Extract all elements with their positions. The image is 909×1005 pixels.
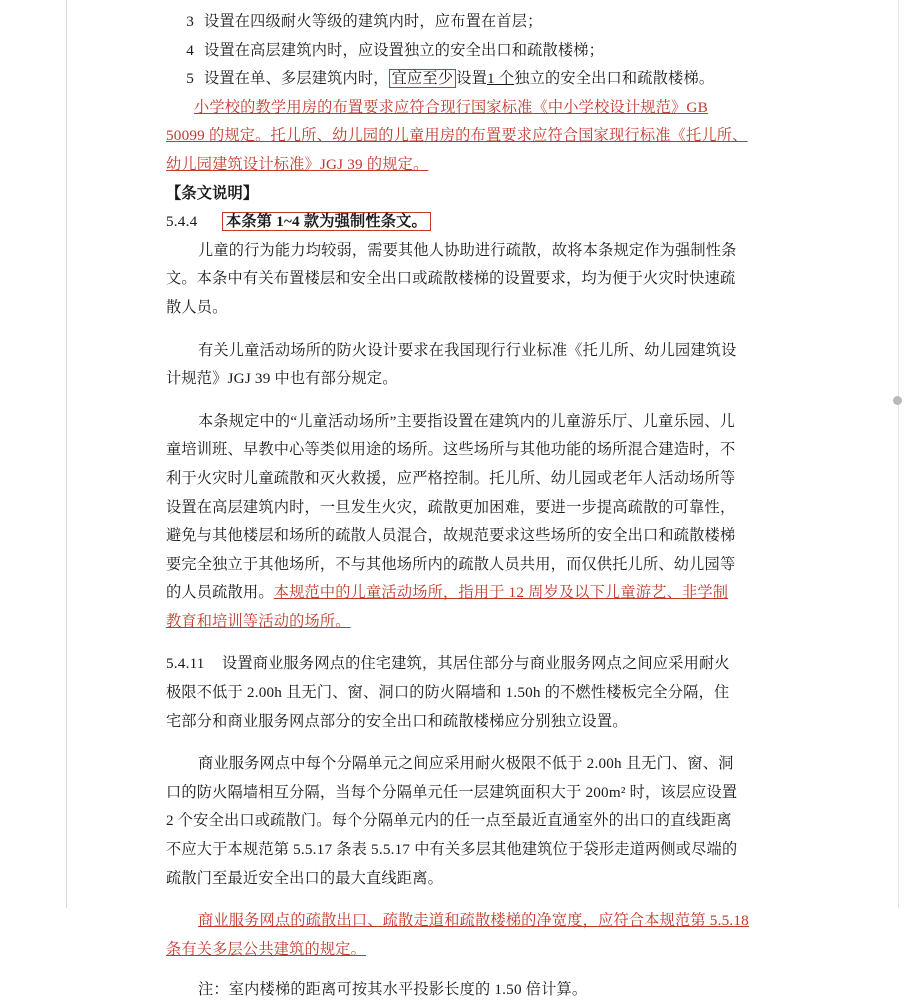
paragraph-line: 避免与其他楼层和场所的疏散人员混合，故规范要求这些场所的安全出口和疏散楼梯 [166,527,736,545]
list-item-text: 设置在四级耐火等级的建筑内时，应布置在首层； [204,13,543,30]
clause-text: 设置商业服务网点的住宅建筑，其居住部分与商业服务网点之间应采用耐火 [222,655,730,673]
paragraph-line: 口的防火隔墙相互分隔，当每个分隔单元任一层建筑面积大于 200m² 时，该层应设置 [166,783,738,801]
inserted-text-line: 条有关多层公共建筑的规定。 [166,940,367,958]
note-line [198,976,740,1005]
list-item-text: 设置在高层建筑内时，应设置独立的安全出口和疏散楼梯； [204,41,605,59]
inserted-text-line: 幼儿园建筑设计标准》JGJ 39 的规定。 [166,155,429,173]
paragraph-text: 的人员疏散用。 [166,584,274,602]
list-item [168,8,740,37]
paragraph-line: 计规范》JGJ 39 中也有部分规定。 [166,370,398,388]
paragraph-line: 要完全独立于其他场所，不与其他场所内的疏散人员共用，而仅供托儿所、幼儿园等 [166,555,736,573]
list-item-number: 3 [186,13,194,30]
edit-box-annotation: 本条第 1~4 款为强制性条文。 [222,212,431,231]
paragraph-line: 设置在高层建筑内时，一旦发生火灾，疏散更加困难，要进一步提高疏散的可靠性， [166,498,736,516]
section-heading: 【条文说明】 [166,184,259,202]
paragraph-line: 有关儿童活动场所的防火设计要求在我国现行行业标准《托儿所、幼儿园建筑设 [198,341,737,359]
paragraph-line: 儿童的行为能力均较弱，需要其他人协助进行疏散，故将本条规定作为强制性条 [198,241,737,259]
list-item-number: 4 [186,41,194,59]
list-item-text-part3: 独立的安全出口和疏散楼梯。 [514,70,715,88]
scroll-indicator-dot[interactable] [893,396,902,405]
list-item-number: 5 [186,70,194,88]
inserted-text: 本规范中的儿童活动场所，指用于 12 周岁及以下儿童游艺、非学制 [273,584,729,602]
paragraph-line-with-insert [166,579,740,608]
paragraph-line: 文。本条中有关布置楼层和安全出口或疏散楼梯的设置要求，均为便于火灾时快速疏 [166,270,736,288]
paragraph-line: 商业服务网点中每个分隔单元之间应采用耐火极限不低于 2.00h 且无门、窗、洞 [198,755,734,773]
paragraph-line: 散人员。 [166,298,228,316]
inserted-text-line: 50099 的规定。托儿所、幼儿园的儿童用房的布置要求应符合国家现行标准《托儿所、 [166,127,748,145]
clause-line [166,650,740,679]
paragraph-line: 本条规定中的“儿童活动场所”主要指设置在建筑内的儿童游乐厅、儿童乐园、儿 [198,412,736,430]
inserted-text-line: 商业服务网点的疏散出口、疏散走道和疏散楼梯的净宽度，应符合本规范第 5.5.18 [198,912,749,930]
clause-line: 宅部分和商业服务网点部分的安全出口和疏散楼梯应分别独立设置。 [166,712,628,730]
list-item-text-part2: 设置 [456,70,487,88]
edit-box-annotation: 宜应至少 [389,69,457,88]
paragraph-line: 童培训班、早教中心等类似用途的场所。这些场所与其他功能的场所混合建造时，不 [166,441,736,459]
underlined-quantity: 1 个 [487,70,515,88]
page-right-margin-rule [898,0,899,908]
inserted-text-line: 小学校的教学用房的布置要求应符合现行国家标准《中小学校设计规范》GB [194,98,708,116]
paragraph-line: 疏散门至最近安全出口的最大直线距离。 [166,869,443,887]
list-item-text-part1: 设置在单、多层建筑内时， [204,70,389,88]
clause-line [166,208,740,237]
note-label: 注： [198,981,229,999]
note-text: 室内楼梯的距离可按其水平投影长度的 1.50 倍计算。 [228,981,588,999]
page-left-margin-rule [66,0,67,908]
clause-line: 极限不低于 2.00h 且无门、窗、洞口的防火隔墙和 1.50h 的不燃性楼板完全分隔，住 [166,684,730,702]
list-item-edited [168,65,740,94]
clause-number: 5.4.4 [166,213,198,231]
inserted-text-line: 教育和培训等活动的场所。 [166,612,351,630]
paragraph-line: 利于火灾时儿童疏散和灭火救援，应严格控制。托儿所、幼儿园或老年人活动场所等 [166,469,736,487]
document-body [166,0,749,1005]
paragraph-line: 不应大于本规范第 5.5.17 条表 5.5.17 中有关多层其他建筑位于袋形走道两侧或尽端的 [166,841,738,859]
paragraph-line: 2 个安全出口或疏散门。每个分隔单元内的任一点至最近直通室外的出口的直线距离 [166,812,732,830]
list-item [168,37,740,66]
clause-number: 5.4.11 [166,655,205,673]
